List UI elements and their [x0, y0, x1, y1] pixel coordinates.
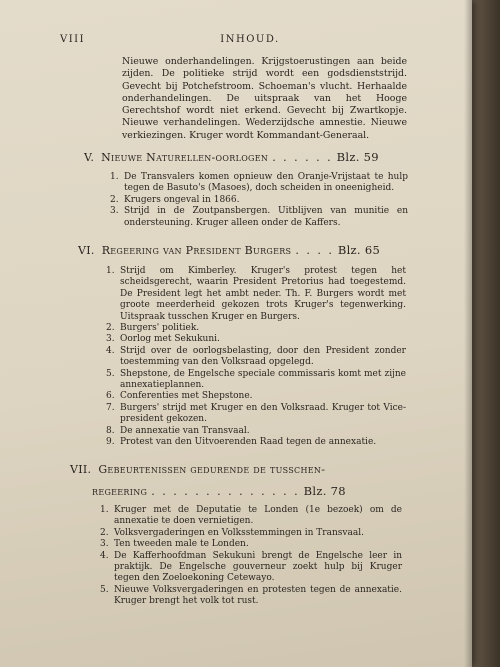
chapter-leader-dots: . . . . . . . . . . . . . . [151, 485, 300, 498]
list-item: 4. De Kafferhoofdman Sekukuni brengt de Engelsche leer in praktijk. De Engelsche gouverneur zoekt hulp bij Kruger tegen den Zoeloekoning Cetewayo. [100, 550, 402, 584]
page-header [60, 34, 440, 48]
list-item: 4. Strijd over de oorlogsbelasting, door den President zonder toestemming van den Volksraad opgelegd. [106, 345, 406, 368]
chapter-leader-dots: . . . . [295, 244, 334, 257]
page-edge-shadow [464, 0, 472, 667]
list-item: 3. Strijd in de Zoutpansbergen. Uitblijven van munitie en ondersteuning. Kruger alleen onder de Kaffers. [110, 206, 408, 228]
chapter-v-items [110, 172, 408, 229]
chapter-heading-vii [70, 463, 325, 476]
list-item: 1. Strijd om Kimberley. Kruger's protest tegen het scheidsgerecht, waarin President Pretorius had toegestemd. De President legt het ambt neder. Th. F. Burgers wordt met groote meerderheid gekozen trots Kruger's tegenwerking. Uitspraak tusschen Kruger en Burgers. [106, 266, 406, 322]
chapter-number: VII. [70, 463, 92, 476]
list-item: 6. Conferenties met Shepstone. [106, 391, 253, 402]
chapter-page-ref: Blz. 59 [336, 150, 379, 164]
intro-paragraph: Nieuwe onderhandelingen. Krijgstoerustingen aan beide zijden. De politieke strijd wordt een godsdienststrijd. Gevecht bij Potchefstroom. Schoeman's vlucht. Herhaalde onderhandelingen. De uitspraak van het Hooge Gerechtshof wordt niet erkend. Gevecht bij Zwartkopje. Nieuwe verhandelingen. Wederzijdsche amnestie. Nieuwe verkiezingen. Kruger wordt Kommandant-Generaal. [122, 56, 407, 141]
chapter-page-ref: Blz. 78 [303, 484, 346, 498]
list-item: 2. Volksvergaderingen en Volksstemmingen in Transvaal. [100, 527, 364, 538]
chapter-title: Nieuwe Naturellen-oorlogen [101, 151, 269, 164]
list-item: 8. De annexatie van Transvaal. [106, 425, 250, 436]
list-item: 7. Burgers' strijd met Kruger en den Volksraad. Kruger tot Vice-president gekozen. [106, 402, 406, 425]
chapter-vi-items [106, 266, 406, 449]
list-item: 2. Burgers' politiek. [106, 323, 200, 334]
list-item: 1. De Transvalers komen opnieuw den Oranje-Vrijstaat te hulp tegen de Basuto's (Masoes), doch scheiden in oneenigheid. [110, 172, 408, 194]
chapter-title: Regeering van President Burgers [101, 244, 292, 257]
chapter-heading-v [84, 150, 379, 164]
list-item: 3. Ten tweeden male te Londen. [100, 539, 249, 550]
chapter-vii-items [100, 505, 402, 608]
running-title: INHOUD. [220, 34, 280, 45]
list-item: 3. Oorlog met Sekukuni. [106, 334, 220, 345]
chapter-page-ref: Blz. 65 [337, 243, 381, 257]
background-surface [468, 0, 500, 667]
chapter-leader-dots: . . . . . . [272, 151, 333, 164]
page-number: VIII [60, 34, 86, 45]
chapter-heading-vii-cont [92, 484, 346, 498]
chapter-title: Gebeurtenissen gedurende de tusschen- [98, 463, 326, 476]
list-item: 9. Protest van den Uitvoerenden Raad tegen de annexatie. [106, 437, 377, 448]
list-item: 1. Kruger met de Deputatie te Londen (1e bezoek) om de annexatie te doen vernietigen. [100, 505, 402, 527]
list-item: 5. Shepstone, de Engelsche speciale commissaris komt met zijne annexatieplannen. [106, 368, 406, 391]
list-item: 5. Nieuwe Volksvergaderingen en protesten tegen de annexatie. Kruger brengt het volk tot rust. [100, 584, 402, 607]
chapter-number: V. [84, 151, 95, 164]
chapter-number: VI. [78, 244, 95, 257]
chapter-title-continued: regeering [92, 485, 148, 498]
chapter-heading-vi [78, 243, 380, 257]
list-item: 2. Krugers ongeval in 1866. [110, 194, 240, 205]
